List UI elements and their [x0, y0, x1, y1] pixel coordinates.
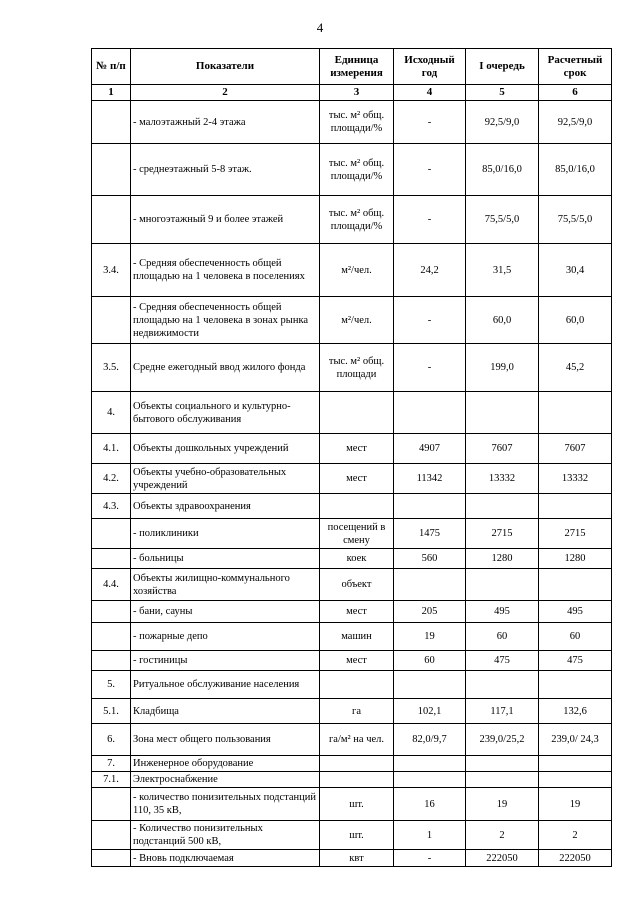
base-year-value: 60	[394, 651, 466, 671]
row-number	[92, 788, 131, 821]
column-number: 5	[466, 85, 539, 101]
first-stage-value: 13332	[466, 464, 539, 494]
unit: квт	[320, 850, 394, 867]
base-year-value: 560	[394, 549, 466, 569]
table-row	[92, 494, 612, 519]
column-number: 4	[394, 85, 466, 101]
final-term-value: 45,2	[539, 344, 612, 392]
unit	[320, 671, 394, 699]
indicator-name: - пожарные депо	[131, 623, 320, 651]
unit: га/м² на чел.	[320, 724, 394, 756]
base-year-value: 82,0/9,7	[394, 724, 466, 756]
table-row	[92, 623, 612, 651]
header-base-year: Исходный год	[394, 49, 466, 85]
first-stage-value	[466, 392, 539, 434]
final-term-value	[539, 756, 612, 772]
table-row	[92, 464, 612, 494]
unit: тыс. м² общ. площади/%	[320, 196, 394, 244]
row-number: 4.	[92, 392, 131, 434]
table-row	[92, 144, 612, 196]
row-number: 7.	[92, 756, 131, 772]
base-year-value	[394, 671, 466, 699]
final-term-value	[539, 494, 612, 519]
unit	[320, 392, 394, 434]
row-number	[92, 651, 131, 671]
table-row	[92, 244, 612, 297]
table-row	[92, 519, 612, 549]
unit	[320, 756, 394, 772]
row-number: 4.2.	[92, 464, 131, 494]
header-num: № п/п	[92, 49, 131, 85]
indicator-name: - многоэтажный 9 и более этажей	[131, 196, 320, 244]
column-number: 6	[539, 85, 612, 101]
unit: мест	[320, 601, 394, 623]
final-term-value: 132,6	[539, 699, 612, 724]
base-year-value: 11342	[394, 464, 466, 494]
table-row	[92, 569, 612, 601]
indicator-name: - больницы	[131, 549, 320, 569]
unit: объект	[320, 569, 394, 601]
indicators-table	[91, 48, 612, 867]
table-row	[92, 699, 612, 724]
base-year-value: -	[394, 344, 466, 392]
column-number: 3	[320, 85, 394, 101]
final-term-value	[539, 671, 612, 699]
unit: шт.	[320, 788, 394, 821]
unit: машин	[320, 623, 394, 651]
table-row	[92, 344, 612, 392]
base-year-value: 102,1	[394, 699, 466, 724]
final-term-value	[539, 392, 612, 434]
table-row	[92, 297, 612, 344]
first-stage-value: 222050	[466, 850, 539, 867]
base-year-value: 1	[394, 821, 466, 850]
unit	[320, 772, 394, 788]
table-row	[92, 756, 612, 772]
indicator-name: Объекты здравоохранения	[131, 494, 320, 519]
first-stage-value: 1280	[466, 549, 539, 569]
table-row	[92, 821, 612, 850]
first-stage-value	[466, 756, 539, 772]
indicator-name: Объекты социального и культурно-бытового обслуживания	[131, 392, 320, 434]
base-year-value	[394, 756, 466, 772]
indicator-name: - Вновь подключаемая	[131, 850, 320, 867]
first-stage-value: 19	[466, 788, 539, 821]
final-term-value: 85,0/16,0	[539, 144, 612, 196]
final-term-value: 92,5/9,0	[539, 101, 612, 144]
first-stage-value: 495	[466, 601, 539, 623]
table-row	[92, 434, 612, 464]
row-number	[92, 101, 131, 144]
first-stage-value	[466, 569, 539, 601]
first-stage-value: 7607	[466, 434, 539, 464]
final-term-value: 19	[539, 788, 612, 821]
base-year-value: 205	[394, 601, 466, 623]
table-row	[92, 788, 612, 821]
indicator-name: - гостиницы	[131, 651, 320, 671]
header-unit: Единица измерения	[320, 49, 394, 85]
indicator-name: Электроснабжение	[131, 772, 320, 788]
first-stage-value: 2	[466, 821, 539, 850]
unit: тыс. м² общ. площади/%	[320, 101, 394, 144]
base-year-value: -	[394, 101, 466, 144]
table-row	[92, 101, 612, 144]
first-stage-value: 60	[466, 623, 539, 651]
unit: посещений в смену	[320, 519, 394, 549]
base-year-value: 24,2	[394, 244, 466, 297]
first-stage-value: 2715	[466, 519, 539, 549]
base-year-value	[394, 494, 466, 519]
first-stage-value	[466, 772, 539, 788]
header-first-stage: I очередь	[466, 49, 539, 85]
first-stage-value: 117,1	[466, 699, 539, 724]
base-year-value: 4907	[394, 434, 466, 464]
indicator-name: - Количество понизительных подстанций 500 кВ,	[131, 821, 320, 850]
column-number: 2	[131, 85, 320, 101]
indicator-name: - малоэтажный 2-4 этажа	[131, 101, 320, 144]
indicator-name: Инженерное оборудование	[131, 756, 320, 772]
base-year-value: -	[394, 144, 466, 196]
row-number	[92, 549, 131, 569]
indicator-name: Кладбища	[131, 699, 320, 724]
base-year-value: 1475	[394, 519, 466, 549]
indicator-name: - среднеэтажный 5-8 этаж.	[131, 144, 320, 196]
row-number	[92, 144, 131, 196]
first-stage-value: 75,5/5,0	[466, 196, 539, 244]
final-term-value: 2715	[539, 519, 612, 549]
final-term-value: 2	[539, 821, 612, 850]
row-number	[92, 821, 131, 850]
indicator-name: - бани, сауны	[131, 601, 320, 623]
unit: мест	[320, 464, 394, 494]
indicator-name: - поликлиники	[131, 519, 320, 549]
table-row	[92, 651, 612, 671]
first-stage-value	[466, 671, 539, 699]
table-row	[92, 196, 612, 244]
first-stage-value: 85,0/16,0	[466, 144, 539, 196]
table-row	[92, 671, 612, 699]
first-stage-value	[466, 494, 539, 519]
final-term-value: 7607	[539, 434, 612, 464]
final-term-value: 30,4	[539, 244, 612, 297]
unit: мест	[320, 434, 394, 464]
row-number	[92, 601, 131, 623]
unit: м²/чел.	[320, 297, 394, 344]
unit: мест	[320, 651, 394, 671]
unit: га	[320, 699, 394, 724]
final-term-value	[539, 569, 612, 601]
row-number: 3.5.	[92, 344, 131, 392]
unit: шт.	[320, 821, 394, 850]
final-term-value: 222050	[539, 850, 612, 867]
header-indicators: Показатели	[131, 49, 320, 85]
indicator-name: - Средняя обеспеченность общей площадью на 1 человека в зонах рынка недвижимости	[131, 297, 320, 344]
final-term-value: 1280	[539, 549, 612, 569]
final-term-value: 495	[539, 601, 612, 623]
base-year-value: -	[394, 850, 466, 867]
indicator-name: Ритуальное обслуживание населения	[131, 671, 320, 699]
unit: тыс. м² общ. площади	[320, 344, 394, 392]
unit: коек	[320, 549, 394, 569]
row-number: 5.	[92, 671, 131, 699]
final-term-value: 60,0	[539, 297, 612, 344]
final-term-value: 239,0/ 24,3	[539, 724, 612, 756]
indicator-name: Объекты дошкольных учреждений	[131, 434, 320, 464]
unit: м²/чел.	[320, 244, 394, 297]
row-number: 3.4.	[92, 244, 131, 297]
column-number-row	[92, 85, 612, 101]
row-number: 6.	[92, 724, 131, 756]
unit	[320, 494, 394, 519]
table-row	[92, 724, 612, 756]
base-year-value: 19	[394, 623, 466, 651]
first-stage-value: 60,0	[466, 297, 539, 344]
column-number: 1	[92, 85, 131, 101]
table-row	[92, 772, 612, 788]
row-number	[92, 850, 131, 867]
final-term-value: 13332	[539, 464, 612, 494]
row-number	[92, 297, 131, 344]
first-stage-value: 199,0	[466, 344, 539, 392]
final-term-value: 475	[539, 651, 612, 671]
first-stage-value: 475	[466, 651, 539, 671]
final-term-value: 75,5/5,0	[539, 196, 612, 244]
row-number: 4.3.	[92, 494, 131, 519]
final-term-value	[539, 772, 612, 788]
base-year-value	[394, 392, 466, 434]
indicator-name: - Средняя обеспеченность общей площадью на 1 человека в поселениях	[131, 244, 320, 297]
table-row	[92, 549, 612, 569]
indicator-name: Средне ежегодный ввод жилого фонда	[131, 344, 320, 392]
final-term-value: 60	[539, 623, 612, 651]
row-number: 4.1.	[92, 434, 131, 464]
base-year-value: -	[394, 196, 466, 244]
row-number: 5.1.	[92, 699, 131, 724]
row-number	[92, 623, 131, 651]
indicator-name: Зона мест общего пользования	[131, 724, 320, 756]
base-year-value: 16	[394, 788, 466, 821]
table-row	[92, 850, 612, 867]
first-stage-value: 239,0/25,2	[466, 724, 539, 756]
table-row	[92, 601, 612, 623]
row-number	[92, 196, 131, 244]
table-body	[92, 101, 612, 867]
first-stage-value: 92,5/9,0	[466, 101, 539, 144]
first-stage-value: 31,5	[466, 244, 539, 297]
unit: тыс. м² общ. площади/%	[320, 144, 394, 196]
base-year-value	[394, 569, 466, 601]
page-number: 4	[316, 20, 324, 35]
row-number	[92, 519, 131, 549]
header-final-term: Расчетный срок	[539, 49, 612, 85]
indicator-name: Объекты жилищно-коммунального хозяйства	[131, 569, 320, 601]
row-number: 7.1.	[92, 772, 131, 788]
table-row	[92, 392, 612, 434]
base-year-value: -	[394, 297, 466, 344]
base-year-value	[394, 772, 466, 788]
indicator-name: Объекты учебно-образовательных учреждений	[131, 464, 320, 494]
indicator-name: - количество понизительных подстанций 110, 35 кВ,	[131, 788, 320, 821]
header-row	[92, 49, 612, 85]
row-number: 4.4.	[92, 569, 131, 601]
